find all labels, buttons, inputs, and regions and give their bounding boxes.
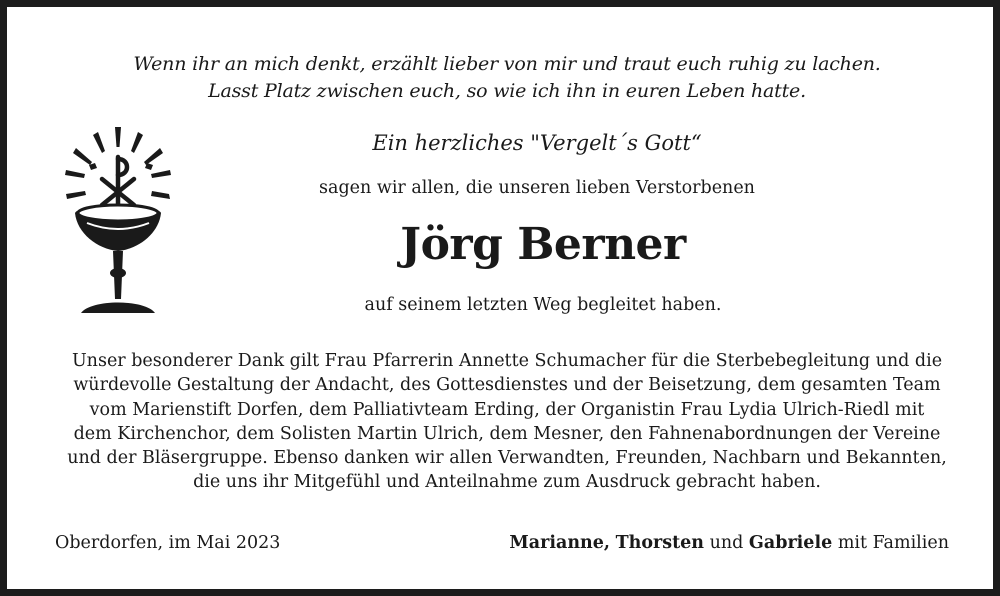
motto-line-1: Wenn ihr an mich denkt, erzählt lieber von mir und traut euch ruhig zu lachen.	[133, 53, 881, 75]
signature-and: und	[709, 533, 744, 553]
body-line: Unser besonderer Dank gilt Frau Pfarrerin Annette Schumacher für die Sterbebegleitung und die	[71, 351, 943, 371]
motto	[7, 51, 1000, 105]
signature-suffix: mit Familien	[837, 533, 949, 553]
signature-name-3: Gabriele	[748, 533, 833, 553]
place-date: Oberdorfen, im Mai 2023	[55, 533, 281, 553]
body-line: vom Marienstift Dorfen, dem Palliativteam Erding, der Organistin Frau Lydia Ulrich-Riedl mit	[89, 399, 925, 420]
thanks-outro: auf seinem letzten Weg begleitet haben.	[364, 295, 722, 315]
body-line: würdevolle Gestaltung der Andacht, des Gottesdienstes und der Beisetzung, dem gesamten Team	[73, 375, 941, 396]
body-line: dem Kirchenchor, dem Solisten Martin Ulrich, dem Mesner, den Fahnenabordnungen der Vereine	[73, 423, 941, 444]
body-line: und der Bläsergruppe. Ebenso danken wir allen Verwandten, Freunden, Nachbarn und Bekannten,	[67, 448, 947, 469]
thanks-heading: Ein herzliches "Vergelt´s Gott“	[372, 131, 702, 155]
signature-name-1: Marianne,	[509, 533, 610, 553]
chalice-chi-rho-icon	[57, 123, 179, 319]
thanks-intro: sagen wir allen, die unseren lieben Verstorbenen	[319, 178, 755, 198]
motto-line-2: Lasst Platz zwischen euch, so wie ich ihn in euren Leben hatte.	[208, 80, 806, 102]
signature-name-2: Thorsten	[615, 533, 705, 553]
body-line: die uns ihr Mitgefühl und Anteilnahme zum Ausdruck gebracht haben.	[193, 472, 821, 493]
acknowledgement-text	[37, 349, 977, 495]
signature	[509, 533, 949, 553]
deceased-name: Jörg Berner	[400, 219, 686, 270]
